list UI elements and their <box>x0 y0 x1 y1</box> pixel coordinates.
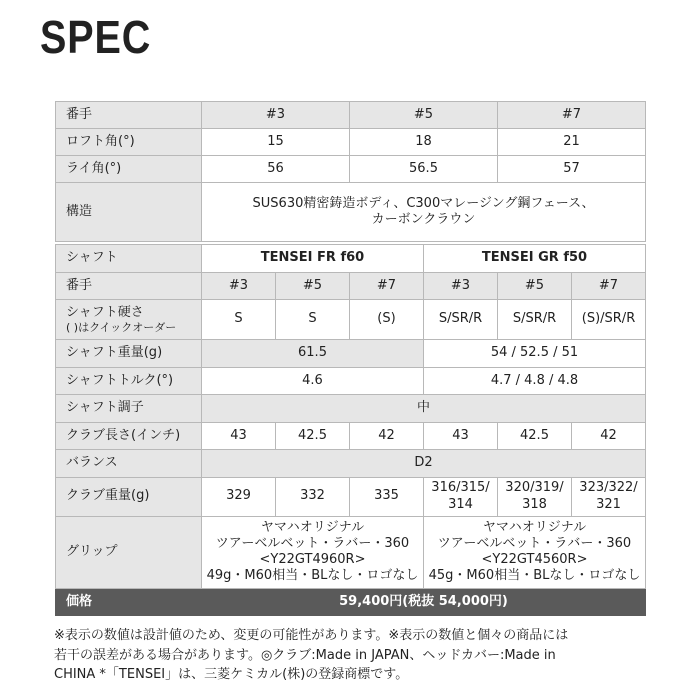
flex-value: S <box>276 300 350 340</box>
length-value: 43 <box>202 422 276 450</box>
footnote-line: 若干の誤差がある場合があります。◎クラブ:Made in JAPAN、ヘッドカバー:Made in <box>54 647 556 663</box>
grip-line: 49g・M60相当・BLなし・ロゴなし <box>206 568 419 584</box>
torque-a: 4.6 <box>202 367 424 395</box>
table-row <box>56 422 646 450</box>
row-label-number: 番手 <box>56 102 202 129</box>
table-row <box>56 367 646 395</box>
row-label-length: クラブ長さ(インチ) <box>56 422 202 450</box>
grip-line: 45g・M60相当・BLなし・ロゴなし <box>428 568 641 584</box>
grip-b <box>424 516 646 588</box>
flex-value: (S)/SR/R <box>572 300 646 340</box>
club-weight-value <box>350 477 424 516</box>
table-row <box>56 588 646 616</box>
club-weight-value <box>572 477 646 516</box>
column-header: #3 <box>202 272 276 300</box>
row-label-number: 番手 <box>56 272 202 300</box>
table-row <box>56 245 646 273</box>
flex-value: S/SR/R <box>424 300 498 340</box>
row-label-loft: ロフト角(°) <box>56 129 202 156</box>
table-row <box>56 183 646 242</box>
club-weight-line: 316/315/ <box>431 480 490 496</box>
club-weight-line: 332 <box>300 488 325 504</box>
club-weight-line: 318 <box>522 496 547 512</box>
column-header: #5 <box>498 272 572 300</box>
row-label-balance: バランス <box>56 450 202 478</box>
shaft-name-a: TENSEI FR f60 <box>202 245 424 273</box>
torque-b: 4.7 / 4.8 / 4.8 <box>424 367 646 395</box>
club-weight-value <box>202 477 276 516</box>
column-header: #3 <box>202 102 350 129</box>
footnotes <box>54 626 654 685</box>
loft-value: 18 <box>350 129 498 156</box>
table-row <box>56 477 646 516</box>
club-weight-line: 314 <box>448 496 473 512</box>
flex-value: S <box>202 300 276 340</box>
column-header: #7 <box>498 102 646 129</box>
balance-value: D2 <box>202 450 646 478</box>
column-header: #7 <box>350 272 424 300</box>
club-weight-line: 329 <box>226 488 251 504</box>
flex-label: シャフト硬さ <box>66 304 144 320</box>
shaft-weight-a: 61.5 <box>202 340 424 368</box>
length-value: 42.5 <box>498 422 572 450</box>
club-weight-line: 323/322/ <box>579 480 638 496</box>
grip-line: ヤマハオリジナル <box>482 519 587 535</box>
lie-value: 56 <box>202 156 350 183</box>
kick-value: 中 <box>202 395 646 423</box>
club-weight-value <box>498 477 572 516</box>
row-label-kick: シャフト調子 <box>56 395 202 423</box>
club-weight-value <box>276 477 350 516</box>
structure-value <box>202 183 646 242</box>
table-row <box>56 300 646 340</box>
grip-line: ツアーベルベット・ラバー・360 <box>215 535 410 551</box>
table-row <box>56 395 646 423</box>
structure-line: カーボンクラウン <box>371 212 476 227</box>
column-header: #3 <box>424 272 498 300</box>
length-value: 42 <box>572 422 646 450</box>
row-label-grip: グリップ <box>56 516 202 588</box>
loft-value: 15 <box>202 129 350 156</box>
table-row <box>56 102 646 129</box>
row-label-flex <box>56 300 202 340</box>
grip-a <box>202 516 424 588</box>
flex-value: S/SR/R <box>498 300 572 340</box>
grip-line: <Y22GT4560R> <box>481 552 588 567</box>
shaft-weight-b: 54 / 52.5 / 51 <box>424 340 646 368</box>
table-row <box>56 272 646 300</box>
table-row <box>56 516 646 588</box>
club-weight-line: 320/319/ <box>505 480 564 496</box>
lie-value: 57 <box>498 156 646 183</box>
column-header: #7 <box>572 272 646 300</box>
head-spec-table <box>55 101 646 242</box>
grip-line: ツアーベルベット・ラバー・360 <box>437 535 632 551</box>
column-header: #5 <box>350 102 498 129</box>
row-label-price: 価格 <box>56 588 202 616</box>
table-row <box>56 156 646 183</box>
row-label-club-weight: クラブ重量(g) <box>56 477 202 516</box>
shaft-name-b: TENSEI GR f50 <box>424 245 646 273</box>
table-row <box>56 129 646 156</box>
flex-value: (S) <box>350 300 424 340</box>
loft-value: 21 <box>498 129 646 156</box>
lie-value: 56.5 <box>350 156 498 183</box>
structure-line: SUS630精密鋳造ボディ、C300マレージング鋼フェース、 <box>252 195 595 211</box>
footnote-line: CHINA *「TENSEI」は、三菱ケミカル(株)の登録商標です。 <box>54 667 409 682</box>
length-value: 42 <box>350 422 424 450</box>
table-row <box>56 450 646 478</box>
row-label-lie: ライ角(°) <box>56 156 202 183</box>
club-weight-line: 335 <box>374 488 399 504</box>
grip-line: ヤマハオリジナル <box>260 519 365 535</box>
row-label-weight: シャフト重量(g) <box>56 340 202 368</box>
club-weight-line: 321 <box>596 496 621 512</box>
price-value: 59,400円(税抜 54,000円) <box>202 588 646 616</box>
shaft-spec-table <box>55 244 646 616</box>
page-title: SPEC <box>40 11 152 63</box>
table-row <box>56 340 646 368</box>
row-label-shaft: シャフト <box>56 245 202 273</box>
length-value: 42.5 <box>276 422 350 450</box>
footnote-line: ※表示の数値は設計値のため、変更の可能性があります。※表示の数値と個々の商品には <box>54 628 569 643</box>
club-weight-value <box>424 477 498 516</box>
grip-line: <Y22GT4960R> <box>259 552 366 567</box>
row-label-torque: シャフトトルク(°) <box>56 367 202 395</box>
column-header: #5 <box>276 272 350 300</box>
length-value: 43 <box>424 422 498 450</box>
flex-note: ( )はクイックオーダー <box>66 320 177 334</box>
row-label-structure: 構造 <box>56 183 202 242</box>
